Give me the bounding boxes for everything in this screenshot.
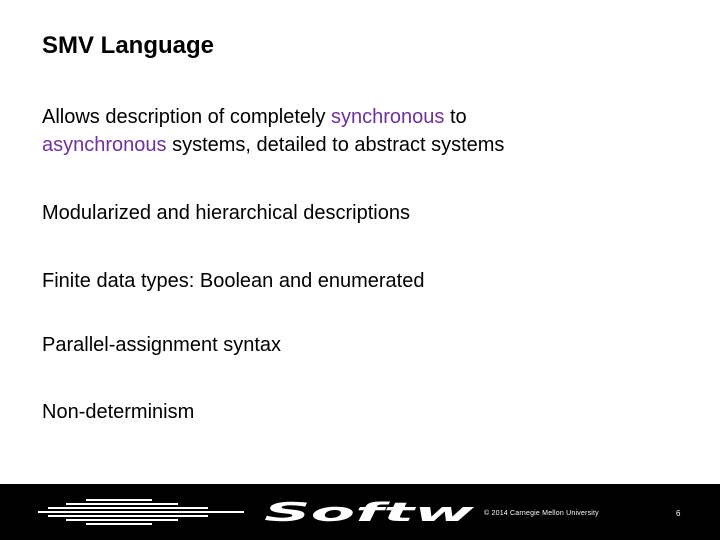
- slide-title: SMV Language: [42, 32, 215, 59]
- highlighted-term: asynchronous: [42, 134, 167, 156]
- footer-bar: [0, 484, 720, 540]
- bullet-non-determinism: Non-determinism: [42, 401, 195, 423]
- highlighted-term: synchronous: [331, 106, 445, 128]
- software-wordmark-logo: [264, 501, 479, 523]
- bullet-parallel-assignment: Parallel-assignment syntax: [42, 334, 281, 356]
- bullet-finite-data-types: Finite data types: Boolean and enumerated: [42, 270, 425, 292]
- bullet-text: to: [444, 106, 467, 128]
- bullet-modularized: Modularized and hierarchical descriptions: [42, 202, 410, 224]
- striped-logo-icon: [34, 498, 244, 528]
- bullet-text: Allows description of completely: [42, 106, 332, 128]
- copyright-text: © 2014 Carnegie Mellon University: [484, 510, 599, 517]
- page-number: 6: [676, 509, 681, 518]
- wordmark-text: Softw: [264, 501, 477, 523]
- bullet-description: [42, 103, 504, 159]
- bullet-text: systems, detailed to abstract systems: [166, 134, 505, 156]
